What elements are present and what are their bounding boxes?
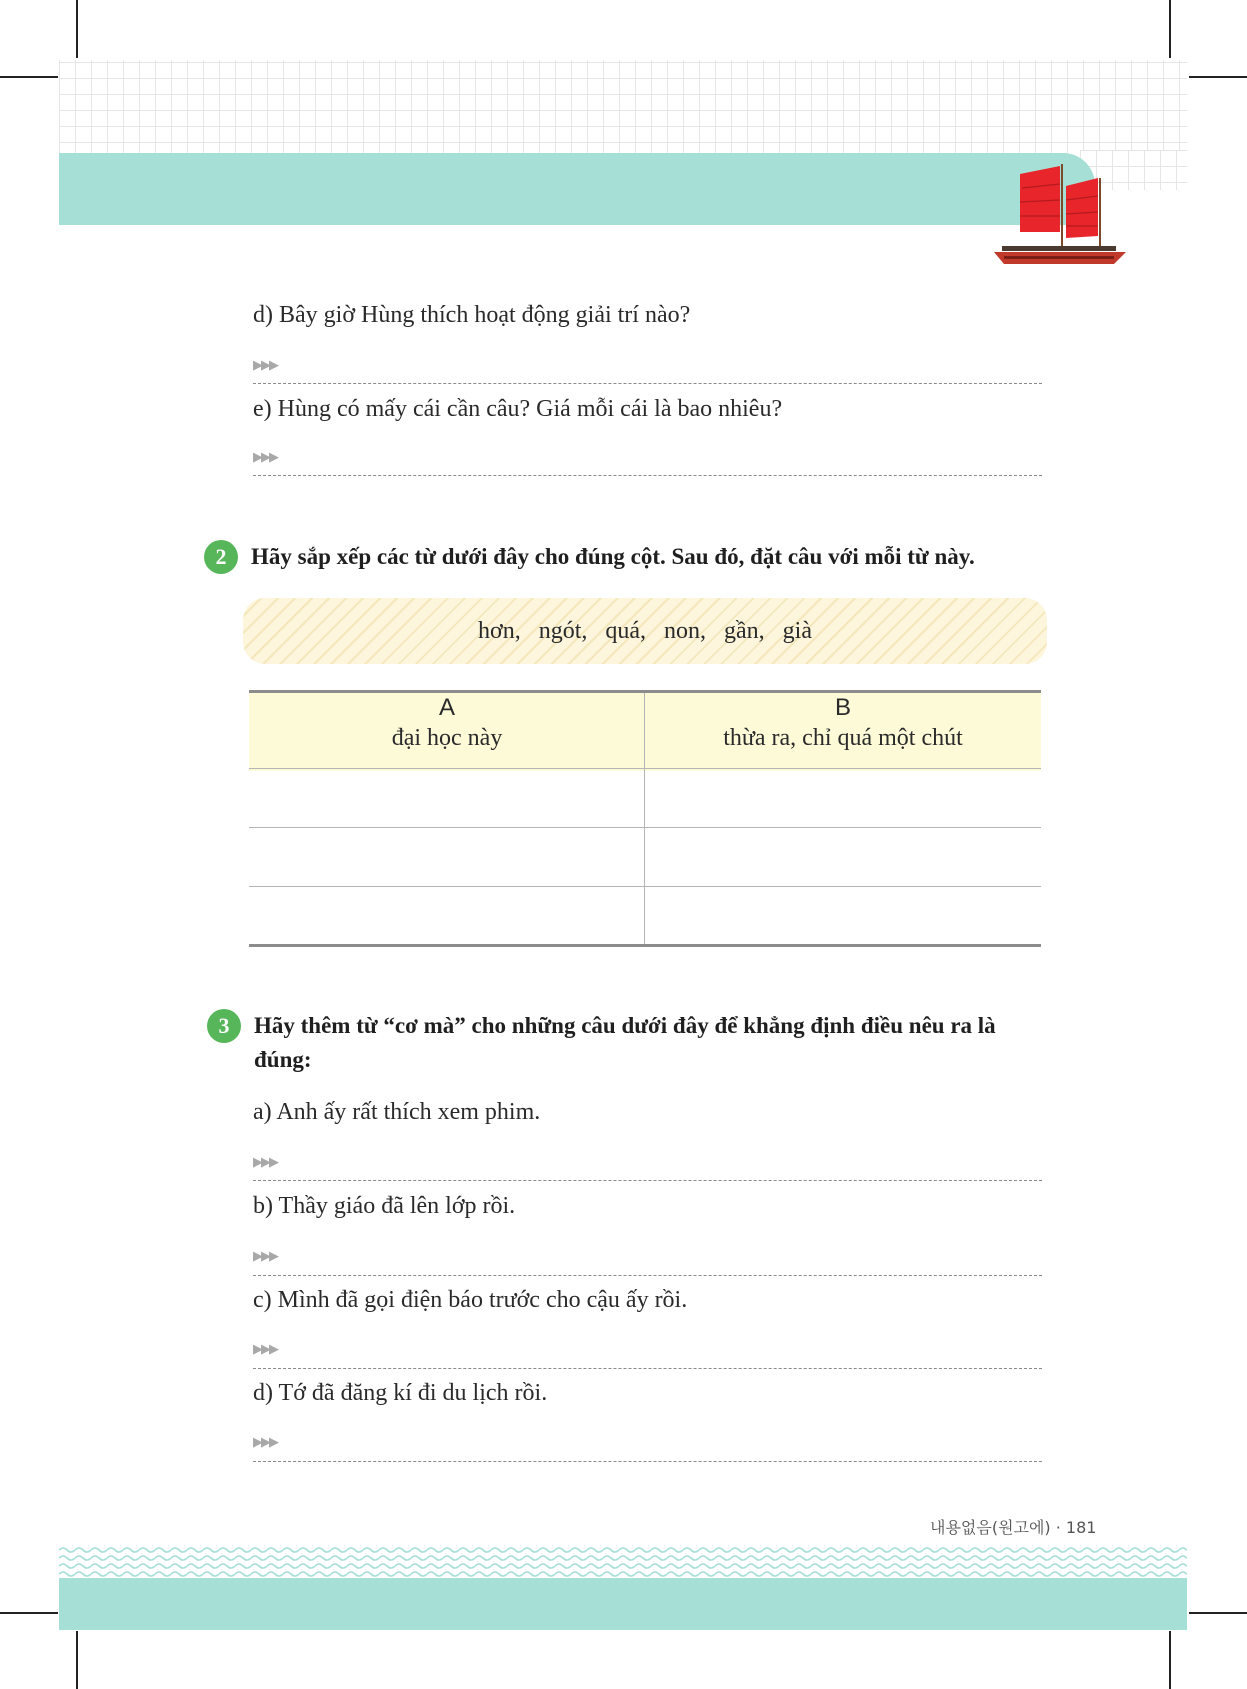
- table-cell-a[interactable]: [249, 887, 644, 946]
- answer-line[interactable]: [253, 475, 1042, 476]
- answer-arrow-icon: ▶▶▶: [253, 1249, 277, 1264]
- answer-line[interactable]: [253, 383, 1042, 384]
- header-grid-pattern: [59, 60, 1187, 160]
- exercise-2-instruction: Hãy sắp xếp các từ dưới đây cho đúng cột. Sau đó, đặt câu với mỗi từ này.: [251, 544, 975, 569]
- junk-boat-icon: [990, 160, 1130, 272]
- question-c: c) Mình đã gọi điện báo trước cho cậu ấy rồi.: [253, 1287, 688, 1313]
- answer-line[interactable]: [253, 1275, 1042, 1276]
- column-a-header: [249, 693, 645, 753]
- column-a-meaning: đại học này: [391, 725, 503, 751]
- question-a: a) Anh ấy rất thích xem phim.: [253, 1099, 541, 1125]
- column-b-header: [645, 693, 1041, 753]
- table-row: [249, 768, 1041, 769]
- answer-arrow-icon: ▶▶▶: [253, 358, 277, 373]
- answer-line[interactable]: [253, 1180, 1042, 1181]
- crop-mark: [0, 1612, 58, 1614]
- crop-mark: [1189, 1612, 1247, 1614]
- answer-arrow-icon: ▶▶▶: [253, 1155, 277, 1170]
- crop-mark: [1169, 1631, 1171, 1689]
- question-d: d) Bây giờ Hùng thích hoạt động giải trí nào?: [253, 302, 691, 328]
- question-e: e) Hùng có mấy cái cần câu? Giá mỗi cái là bao nhiêu?: [253, 396, 783, 422]
- table-cell-b[interactable]: [645, 769, 1041, 828]
- table-cell-a[interactable]: [249, 769, 644, 828]
- exercise-number-badge: 3: [207, 1009, 241, 1043]
- header-band: [59, 153, 1095, 225]
- column-a-letter: A: [438, 694, 455, 721]
- answer-arrow-icon: ▶▶▶: [253, 1435, 277, 1450]
- sorting-table: [249, 690, 1041, 947]
- answer-line[interactable]: [253, 1368, 1042, 1369]
- exercise-3-instruction: Hãy thêm từ “cơ mà” cho những câu dưới đây để khẳng định điều nêu ra là đúng:: [254, 1013, 996, 1072]
- crop-mark: [76, 0, 78, 58]
- column-b-meaning: thừa ra, chỉ quá một chút: [723, 725, 963, 751]
- answer-arrow-icon: ▶▶▶: [253, 1342, 277, 1357]
- table-divider: [644, 693, 645, 944]
- table-row: [249, 827, 1041, 828]
- table-row: [249, 886, 1041, 887]
- word-bank: hơn, ngót, quá, non, gần, già: [243, 598, 1047, 664]
- crop-mark: [0, 76, 58, 78]
- crop-mark: [76, 1631, 78, 1689]
- answer-arrow-icon: ▶▶▶: [253, 450, 277, 465]
- table-bottom-rule: [249, 944, 1041, 947]
- page-number: 내용없음(원고에) · 181: [930, 1518, 1097, 1537]
- table-cell-a[interactable]: [249, 828, 644, 887]
- question-b: b) Thầy giáo đã lên lớp rồi.: [253, 1193, 516, 1219]
- exercise-number-badge: 2: [204, 540, 238, 574]
- crop-mark: [1189, 76, 1247, 78]
- question-d: d) Tớ đã đăng kí đi du lịch rồi.: [253, 1380, 548, 1406]
- answer-line[interactable]: [253, 1461, 1042, 1462]
- footer-band: [59, 1578, 1187, 1630]
- column-b-letter: B: [834, 694, 851, 721]
- crop-mark: [1169, 0, 1171, 58]
- table-cell-b[interactable]: [645, 828, 1041, 887]
- table-cell-b[interactable]: [645, 887, 1041, 946]
